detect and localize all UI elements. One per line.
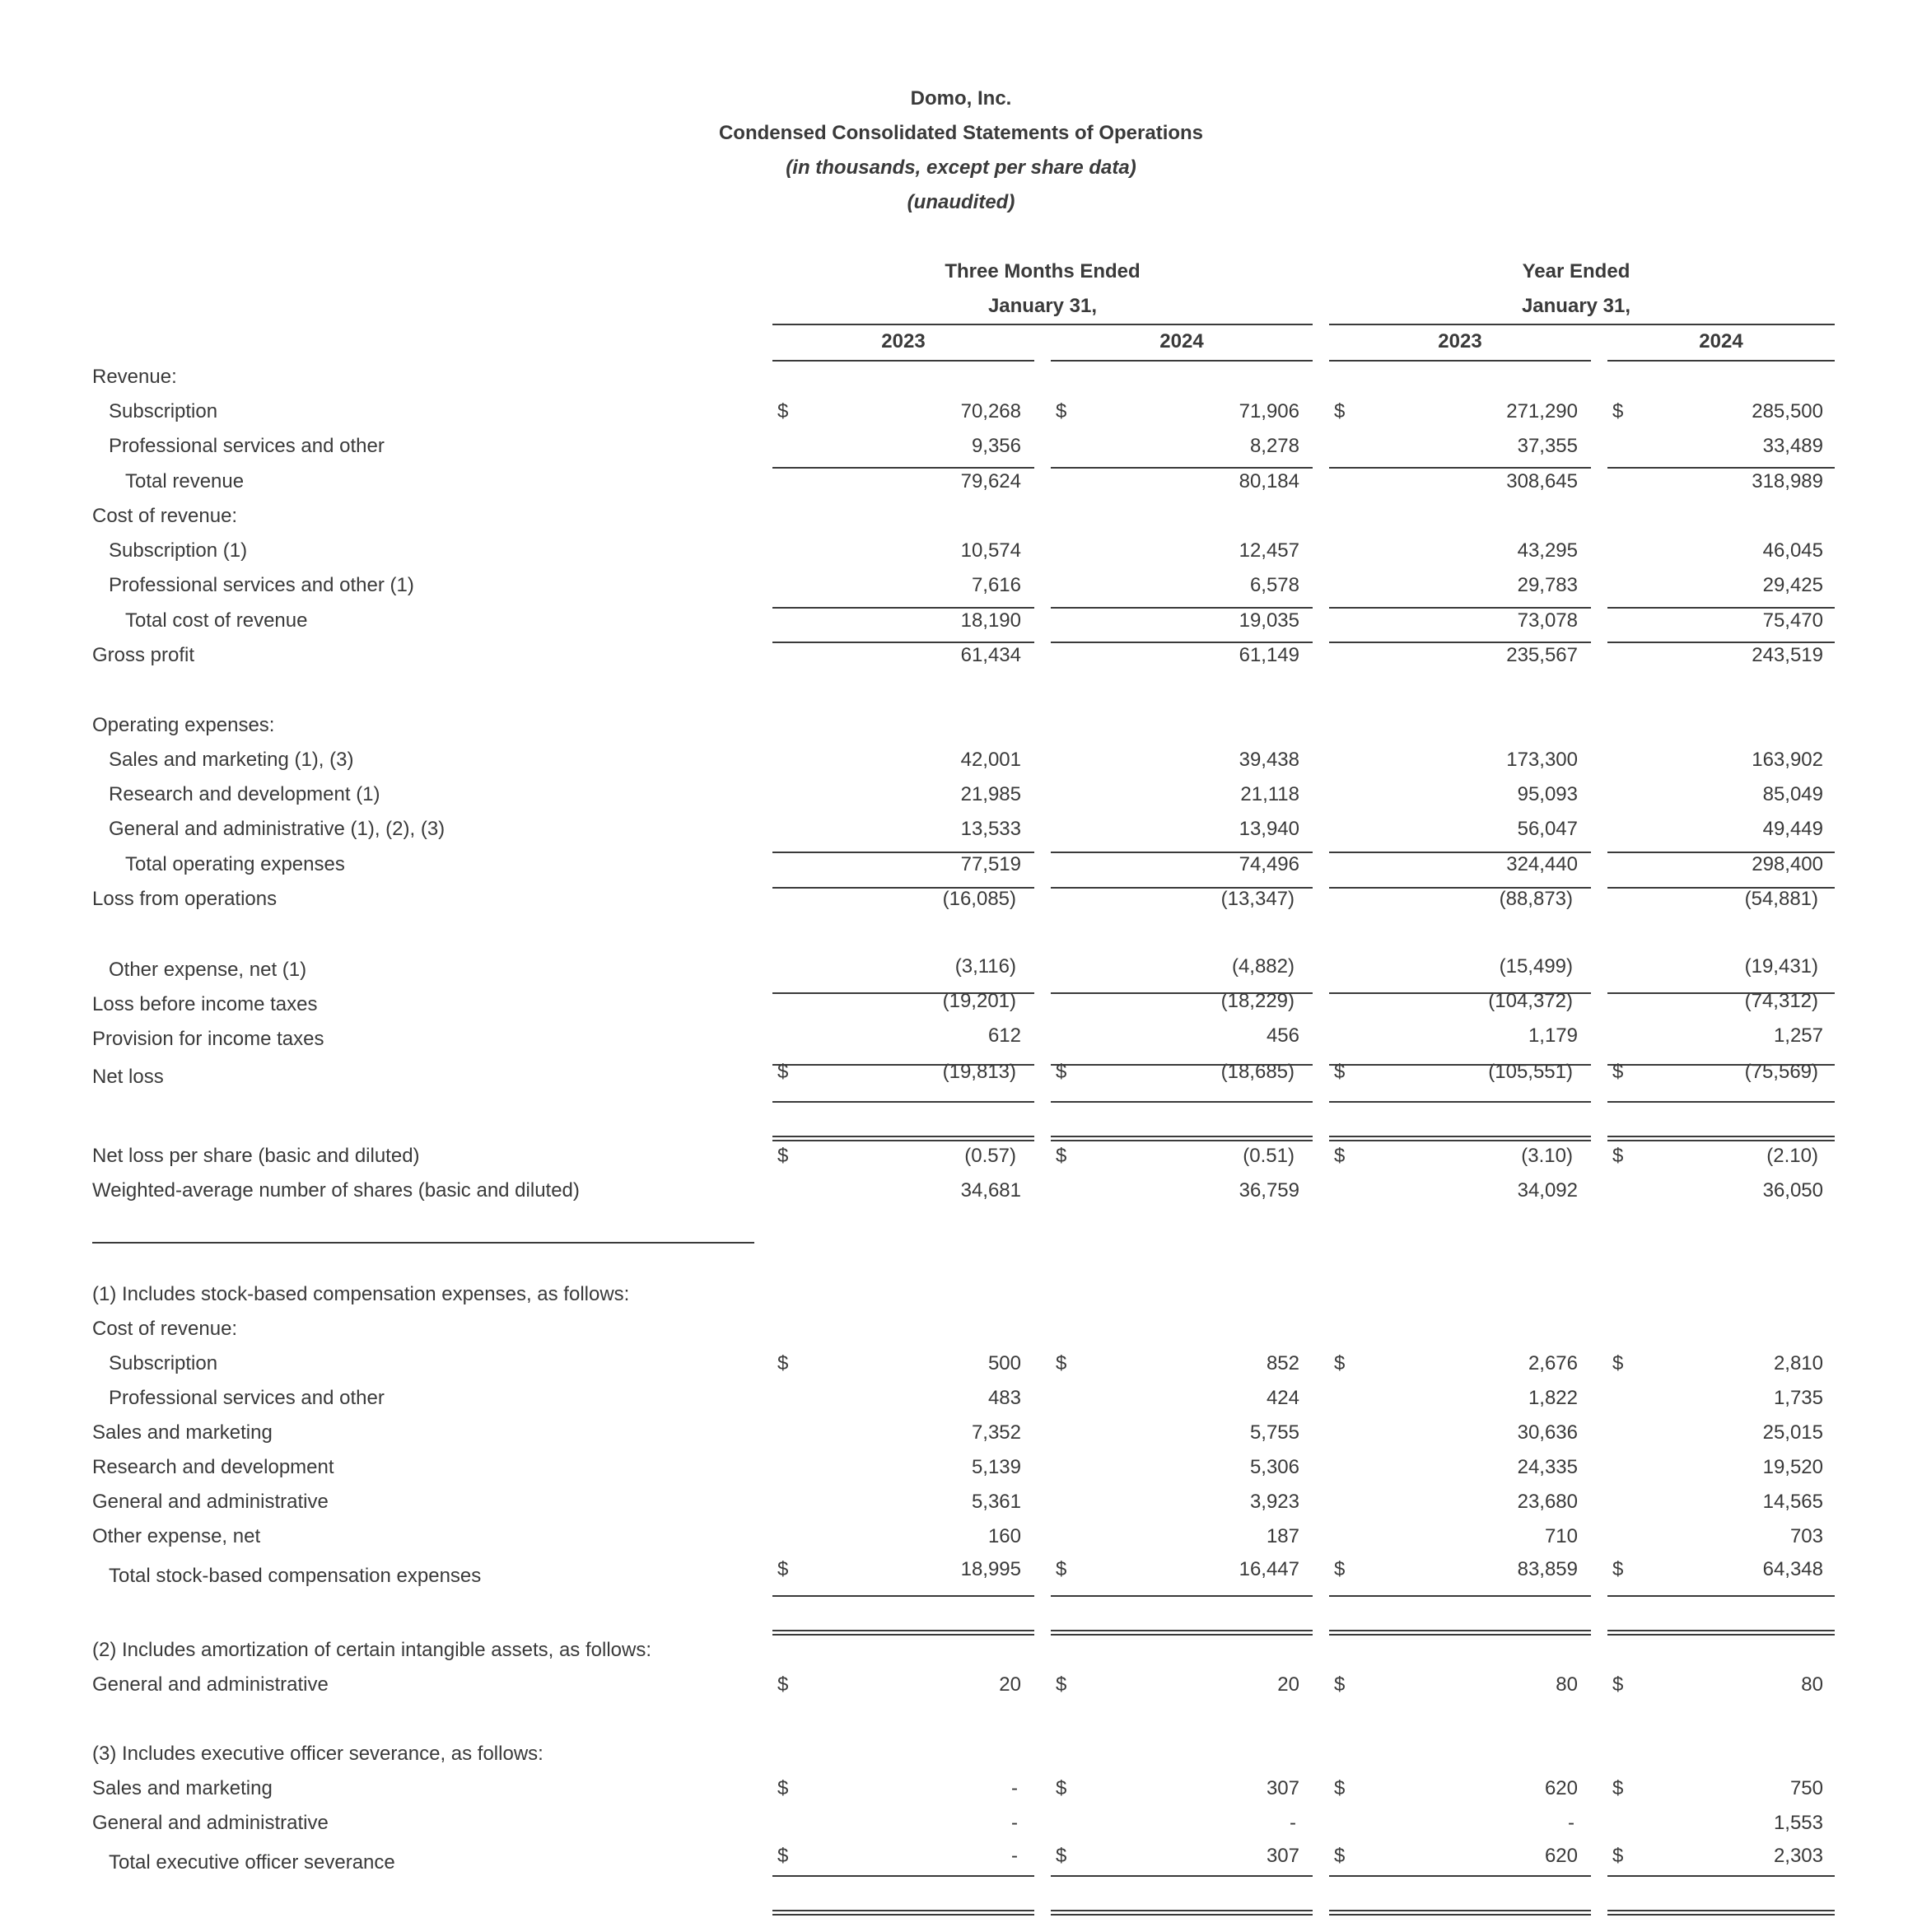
table-row <box>0 1558 1922 1598</box>
row-label: Total stock-based compensation expenses <box>109 1565 482 1587</box>
cell-value: 18,995 <box>960 1558 1021 1580</box>
row-label: Professional services and other <box>109 435 385 457</box>
cell-value: 7,352 <box>971 1421 1021 1444</box>
subtotal-rule <box>1329 852 1591 853</box>
year-ended-heading: Year Ended <box>1522 260 1630 282</box>
year-header: 2023 <box>881 330 926 352</box>
cell-value: 10,574 <box>960 539 1021 562</box>
column-rule <box>772 360 1034 362</box>
subtotal-rule <box>1051 887 1313 889</box>
three-months-heading: Three Months Ended <box>945 260 1141 282</box>
table-row <box>0 853 1922 886</box>
row-label: Cost of revenue: <box>92 505 238 527</box>
cell-value: 612 <box>987 1024 1021 1047</box>
table-row <box>0 714 1922 747</box>
table-row <box>0 783 1922 816</box>
cell-value: 46,045 <box>1762 539 1823 562</box>
cell-value: 21,985 <box>960 783 1021 805</box>
cell-value: (54,881) <box>1744 888 1818 910</box>
cell-value: 187 <box>1266 1525 1299 1547</box>
currency-symbol: $ <box>1334 1777 1346 1799</box>
cell-value: (18,685) <box>1220 1061 1295 1083</box>
cell-value: 324,440 <box>1506 853 1578 875</box>
cell-value: (16,085) <box>942 888 1016 910</box>
subtotal-rule <box>1051 852 1313 853</box>
row-label: Net loss per share (basic and diluted) <box>92 1145 420 1167</box>
currency-symbol: $ <box>1056 1061 1067 1083</box>
table-row <box>0 1352 1922 1385</box>
cell-value: 34,092 <box>1517 1179 1578 1202</box>
currency-symbol: $ <box>1334 1558 1346 1580</box>
cell-value: (3.10) <box>1521 1145 1573 1167</box>
subtotal-rule <box>1329 607 1591 609</box>
currency-symbol: $ <box>1612 1845 1624 1867</box>
cell-value: 79,624 <box>960 470 1021 492</box>
currency-symbol: $ <box>1334 1061 1346 1083</box>
cell-value: 64,348 <box>1762 1558 1823 1580</box>
cell-value: 12,457 <box>1239 539 1299 562</box>
cell-value: 5,361 <box>971 1491 1021 1513</box>
cell-value: 620 <box>1544 1845 1578 1867</box>
cell-value: 703 <box>1789 1525 1823 1547</box>
table-row <box>0 574 1922 607</box>
cell-value: 1,822 <box>1528 1387 1578 1409</box>
currency-symbol: $ <box>777 1673 789 1696</box>
cell-value: 30,636 <box>1517 1421 1578 1444</box>
total-double-rule <box>772 1136 1034 1141</box>
cell-value: 318,989 <box>1752 470 1823 492</box>
cell-value: (2.10) <box>1766 1145 1818 1167</box>
table-row <box>0 1525 1922 1558</box>
cell-value: 620 <box>1544 1777 1578 1799</box>
subtotal-rule <box>772 642 1034 643</box>
row-label: General and administrative <box>92 1673 329 1696</box>
table-row <box>0 1145 1922 1178</box>
total-top-rule <box>772 1595 1034 1597</box>
cell-value: 77,519 <box>960 853 1021 875</box>
cell-value: 1,735 <box>1773 1387 1823 1409</box>
cell-value: 29,425 <box>1762 574 1823 596</box>
table-row <box>0 1179 1922 1212</box>
total-double-rule <box>772 1630 1034 1636</box>
cell-value: 285,500 <box>1752 400 1823 422</box>
cell-value: 80,184 <box>1239 470 1299 492</box>
currency-symbol: $ <box>1612 400 1624 422</box>
table-row <box>0 1318 1922 1351</box>
cell-value: 483 <box>987 1387 1021 1409</box>
cell-value: 7,616 <box>971 574 1021 596</box>
currency-symbol: $ <box>777 1145 789 1167</box>
company-name: Domo, Inc. <box>910 87 1012 110</box>
cell-value: 14,565 <box>1762 1491 1823 1513</box>
table-row <box>0 1812 1922 1845</box>
cell-value: 75,470 <box>1762 609 1823 632</box>
column-rule <box>1329 360 1591 362</box>
column-rule <box>1051 360 1313 362</box>
total-double-rule <box>1051 1630 1313 1636</box>
row-label: Subscription (1) <box>109 539 248 562</box>
group-rule <box>1329 324 1835 325</box>
currency-symbol: $ <box>777 1558 789 1580</box>
cell-value: 13,533 <box>960 818 1021 840</box>
total-top-rule <box>1329 1595 1591 1597</box>
cell-value: 5,139 <box>971 1456 1021 1478</box>
cell-value: (104,372) <box>1488 990 1573 1012</box>
table-row <box>0 1845 1922 1884</box>
currency-symbol: $ <box>1612 1352 1624 1374</box>
cell-value: 5,755 <box>1249 1421 1299 1444</box>
cell-value: 36,050 <box>1762 1179 1823 1202</box>
row-label: General and administrative (1), (2), (3) <box>109 818 446 840</box>
cell-value: 70,268 <box>960 400 1021 422</box>
row-label: Sales and marketing <box>92 1421 273 1444</box>
subtotal-rule <box>772 607 1034 609</box>
table-row <box>0 749 1922 782</box>
currency-symbol: $ <box>1612 1777 1624 1799</box>
table-row <box>0 955 1922 992</box>
cell-value: 73,078 <box>1517 609 1578 632</box>
row-label: Sales and marketing (1), (3) <box>109 749 354 771</box>
cell-value: 80 <box>1801 1673 1823 1696</box>
subtotal-rule <box>772 1064 1034 1066</box>
footnote-separator <box>92 1242 754 1244</box>
currency-symbol: $ <box>1056 1145 1067 1167</box>
currency-symbol: $ <box>1612 1145 1624 1167</box>
cell-value: 19,520 <box>1762 1456 1823 1478</box>
subtotal-rule <box>1329 642 1591 643</box>
subtotal-rule <box>1607 642 1835 643</box>
cell-value: 56,047 <box>1517 818 1578 840</box>
total-top-rule <box>1051 1875 1313 1877</box>
audit-note: (unaudited) <box>907 191 1015 213</box>
currency-symbol: $ <box>777 1777 789 1799</box>
row-label: Research and development (1) <box>109 783 380 805</box>
table-row <box>0 1491 1922 1524</box>
subtotal-rule <box>1607 1064 1835 1066</box>
currency-symbol: $ <box>1334 1145 1346 1167</box>
cell-value: 71,906 <box>1239 400 1299 422</box>
cell-value: (19,431) <box>1744 955 1818 978</box>
cell-value: (19,201) <box>942 990 1016 1012</box>
subtotal-rule <box>772 852 1034 853</box>
row-label: (3) Includes executive officer severance, as follows: <box>92 1743 543 1765</box>
cell-value: 173,300 <box>1506 749 1578 771</box>
currency-symbol: $ <box>1612 1558 1624 1580</box>
cell-value: 61,434 <box>960 644 1021 666</box>
row-label: Weighted-average number of shares (basic and diluted) <box>92 1179 580 1202</box>
currency-symbol: $ <box>1056 1352 1067 1374</box>
row-label: Total operating expenses <box>125 853 345 875</box>
cell-value: 750 <box>1789 1777 1823 1799</box>
total-top-rule <box>1329 1101 1591 1103</box>
row-label: Revenue: <box>92 366 177 388</box>
cell-value: 49,449 <box>1762 818 1823 840</box>
cell-value: 8,278 <box>1249 435 1299 457</box>
cell-value: 424 <box>1266 1387 1299 1409</box>
cell-value: (0.57) <box>964 1145 1016 1167</box>
row-label: Net loss <box>92 1066 164 1088</box>
cell-value: 83,859 <box>1517 1558 1578 1580</box>
currency-symbol: $ <box>1334 1673 1346 1696</box>
table-row <box>0 990 1922 1026</box>
subtotal-rule <box>772 467 1034 469</box>
row-label: Other expense, net (1) <box>109 959 307 981</box>
table-row <box>0 1743 1922 1776</box>
row-label: Professional services and other <box>109 1387 385 1409</box>
cell-value: (19,813) <box>942 1061 1016 1083</box>
total-top-rule <box>1607 1595 1835 1597</box>
cell-value: 85,049 <box>1762 783 1823 805</box>
cell-value: 29,783 <box>1517 574 1578 596</box>
cell-value: (74,312) <box>1744 990 1818 1012</box>
row-label: (1) Includes stock-based compensation expenses, as follows: <box>92 1283 630 1305</box>
cell-value: 95,093 <box>1517 783 1578 805</box>
cell-value: 1,179 <box>1528 1024 1578 1047</box>
cell-value: (75,569) <box>1744 1061 1818 1083</box>
year-header: 2024 <box>1159 330 1204 352</box>
cell-value: (3,116) <box>954 955 1016 978</box>
row-label: Subscription <box>109 400 218 422</box>
currency-symbol: $ <box>1334 1845 1346 1867</box>
currency-symbol: $ <box>1056 1673 1067 1696</box>
cell-value: 852 <box>1266 1352 1299 1374</box>
cell-value: 34,681 <box>960 1179 1021 1202</box>
cell-value: 25,015 <box>1762 1421 1823 1444</box>
cell-value: 61,149 <box>1239 644 1299 666</box>
subtotal-rule <box>772 887 1034 889</box>
total-double-rule <box>1051 1910 1313 1916</box>
table-row <box>0 400 1922 433</box>
cell-value: 1,553 <box>1773 1812 1823 1834</box>
cell-value: 2,303 <box>1773 1845 1823 1867</box>
subtotal-rule <box>772 992 1034 994</box>
cell-value: 500 <box>987 1352 1021 1374</box>
row-label: Total executive officer severance <box>109 1851 395 1874</box>
subtotal-rule <box>1051 642 1313 643</box>
total-double-rule <box>1051 1136 1313 1141</box>
cell-value: (105,551) <box>1488 1061 1573 1083</box>
table-row <box>0 1283 1922 1316</box>
cell-value: 36,759 <box>1239 1179 1299 1202</box>
total-top-rule <box>1051 1101 1313 1103</box>
cell-value: - <box>1011 1845 1018 1867</box>
cell-value: - <box>1011 1777 1018 1799</box>
currency-symbol: $ <box>1056 400 1067 422</box>
cell-value: (4,882) <box>1231 955 1295 978</box>
subtotal-rule <box>1051 1064 1313 1066</box>
row-label: Provision for income taxes <box>92 1028 324 1050</box>
year-header: 2024 <box>1699 330 1743 352</box>
row-label: Loss before income taxes <box>92 993 318 1015</box>
cell-value: - <box>1290 1812 1296 1834</box>
three-months-subheading: January 31, <box>987 295 1098 317</box>
cell-value: 80 <box>1556 1673 1578 1696</box>
subtotal-rule <box>1607 607 1835 609</box>
cell-value: 20 <box>1277 1673 1299 1696</box>
cell-value: 74,496 <box>1239 853 1299 875</box>
cell-value: 456 <box>1266 1024 1299 1047</box>
cell-value: 160 <box>987 1525 1021 1547</box>
cell-value: 20 <box>999 1673 1021 1696</box>
table-row <box>0 609 1922 642</box>
cell-value: 2,810 <box>1773 1352 1823 1374</box>
cell-value: (13,347) <box>1220 888 1295 910</box>
cell-value: (15,499) <box>1499 955 1573 978</box>
cell-value: (18,229) <box>1220 990 1295 1012</box>
cell-value: 23,680 <box>1517 1491 1578 1513</box>
group-rule <box>772 324 1313 325</box>
currency-symbol: $ <box>1612 1673 1624 1696</box>
subtotal-rule <box>1607 992 1835 994</box>
cell-value: (88,873) <box>1499 888 1573 910</box>
cell-value: 37,355 <box>1517 435 1578 457</box>
table-row <box>0 818 1922 851</box>
cell-value: - <box>1568 1812 1574 1834</box>
currency-symbol: $ <box>1056 1777 1067 1799</box>
cell-value: 24,335 <box>1517 1456 1578 1478</box>
total-top-rule <box>1051 1595 1313 1597</box>
cell-value: 19,035 <box>1239 609 1299 632</box>
table-row <box>0 1777 1922 1810</box>
total-top-rule <box>1607 1875 1835 1877</box>
cell-value: 243,519 <box>1752 644 1823 666</box>
cell-value: 43,295 <box>1517 539 1578 562</box>
cell-value: 235,567 <box>1506 644 1578 666</box>
table-row <box>0 505 1922 538</box>
year-ended-subheading: January 31, <box>1521 295 1631 317</box>
row-label: (2) Includes amortization of certain intangible assets, as follows: <box>92 1639 651 1661</box>
cell-value: (0.51) <box>1243 1145 1295 1167</box>
table-row <box>0 1673 1922 1706</box>
currency-symbol: $ <box>1056 1558 1067 1580</box>
currency-symbol: $ <box>1334 1352 1346 1374</box>
year-header: 2023 <box>1438 330 1482 352</box>
cell-value: 271,290 <box>1506 400 1578 422</box>
subtotal-rule <box>1329 1064 1591 1066</box>
cell-value: 9,356 <box>971 435 1021 457</box>
row-label: Loss from operations <box>92 888 278 910</box>
subtotal-rule <box>1051 607 1313 609</box>
total-top-rule <box>772 1101 1034 1103</box>
currency-symbol: $ <box>777 1352 789 1374</box>
subtotal-rule <box>1329 992 1591 994</box>
table-row <box>0 435 1922 468</box>
cell-value: 33,489 <box>1762 435 1823 457</box>
subtotal-rule <box>1329 467 1591 469</box>
row-label: General and administrative <box>92 1812 329 1834</box>
table-row <box>0 1024 1922 1061</box>
cell-value: 307 <box>1266 1845 1299 1867</box>
cell-value: - <box>1011 1812 1018 1834</box>
total-top-rule <box>1329 1875 1591 1877</box>
row-label: Professional services and other (1) <box>109 574 414 596</box>
currency-symbol: $ <box>777 1061 789 1083</box>
cell-value: 42,001 <box>960 749 1021 771</box>
row-label: Operating expenses: <box>92 714 275 736</box>
cell-value: 298,400 <box>1752 853 1823 875</box>
row-label: Other expense, net <box>92 1525 261 1547</box>
row-label: Cost of revenue: <box>92 1318 238 1340</box>
table-row <box>0 1421 1922 1454</box>
row-label: Total cost of revenue <box>125 609 308 632</box>
cell-value: 308,645 <box>1506 470 1578 492</box>
row-label: Research and development <box>92 1456 334 1478</box>
units-note: (in thousands, except per share data) <box>786 156 1136 179</box>
row-label: Subscription <box>109 1352 218 1374</box>
cell-value: 13,940 <box>1239 818 1299 840</box>
currency-symbol: $ <box>777 1845 789 1867</box>
cell-value: 307 <box>1266 1777 1299 1799</box>
table-row <box>0 539 1922 572</box>
table-row <box>0 888 1922 921</box>
currency-symbol: $ <box>777 400 789 422</box>
table-row <box>0 1456 1922 1489</box>
subtotal-rule <box>1329 887 1591 889</box>
total-double-rule <box>1607 1136 1835 1141</box>
subtotal-rule <box>1607 467 1835 469</box>
subtotal-rule <box>1051 467 1313 469</box>
cell-value: 2,676 <box>1528 1352 1578 1374</box>
cell-value: 18,190 <box>960 609 1021 632</box>
cell-value: 710 <box>1544 1525 1578 1547</box>
total-top-rule <box>1607 1101 1835 1103</box>
total-double-rule <box>1329 1910 1591 1916</box>
column-rule <box>1607 360 1835 362</box>
cell-value: 16,447 <box>1239 1558 1299 1580</box>
subtotal-rule <box>1051 992 1313 994</box>
cell-value: 163,902 <box>1752 749 1823 771</box>
cell-value: 21,118 <box>1240 783 1299 805</box>
total-double-rule <box>772 1910 1034 1916</box>
currency-symbol: $ <box>1334 400 1346 422</box>
currency-symbol: $ <box>1612 1061 1624 1083</box>
table-row <box>0 1387 1922 1420</box>
cell-value: 3,923 <box>1249 1491 1299 1513</box>
cell-value: 1,257 <box>1773 1024 1823 1047</box>
row-label: Gross profit <box>92 644 195 666</box>
table-row <box>0 1639 1922 1672</box>
cell-value: 5,306 <box>1249 1456 1299 1478</box>
cell-value: 39,438 <box>1239 749 1299 771</box>
total-double-rule <box>1329 1136 1591 1141</box>
table-row <box>0 470 1922 503</box>
subtotal-rule <box>1607 887 1835 889</box>
row-label: Total revenue <box>125 470 245 492</box>
total-top-rule <box>772 1875 1034 1877</box>
currency-symbol: $ <box>1056 1845 1067 1867</box>
table-row <box>0 1061 1922 1099</box>
row-label: General and administrative <box>92 1491 329 1513</box>
total-double-rule <box>1607 1910 1835 1916</box>
subtotal-rule <box>1607 852 1835 853</box>
total-double-rule <box>1329 1630 1591 1636</box>
table-row <box>0 644 1922 677</box>
cell-value: 6,578 <box>1249 574 1299 596</box>
total-double-rule <box>1607 1630 1835 1636</box>
statement-title: Condensed Consolidated Statements of Operations <box>718 122 1204 144</box>
table-row <box>0 366 1922 399</box>
row-label: Sales and marketing <box>92 1777 273 1799</box>
